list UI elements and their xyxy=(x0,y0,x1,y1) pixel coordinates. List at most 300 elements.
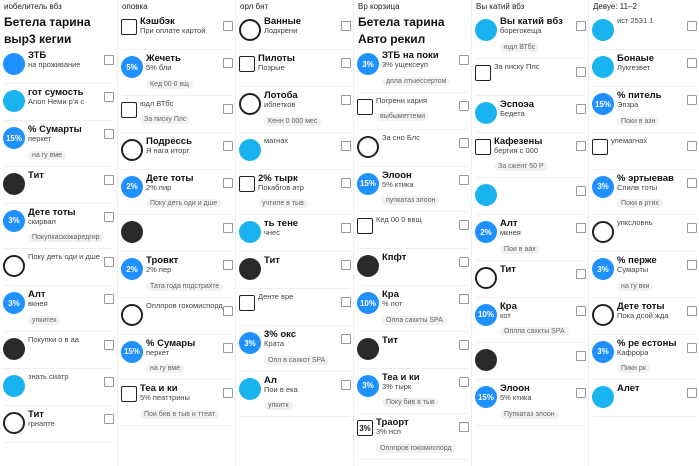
select-checkbox[interactable] xyxy=(687,178,697,188)
item-text xyxy=(500,384,586,421)
cashback-category-item[interactable] xyxy=(236,289,354,325)
item-title: Кафезены xyxy=(494,135,543,147)
select-checkbox[interactable] xyxy=(341,223,351,233)
column-3 xyxy=(235,0,354,466)
cashback-category-item[interactable] xyxy=(0,369,117,405)
row-divider xyxy=(593,416,696,417)
item-title: Дете тоты xyxy=(146,172,194,184)
select-checkbox[interactable] xyxy=(104,377,114,387)
item-subtitle: 5% ктика xyxy=(382,179,414,189)
cashback-category-item[interactable] xyxy=(0,249,117,285)
select-checkbox[interactable] xyxy=(687,95,697,105)
cashback-category-item[interactable] xyxy=(236,326,354,371)
cashback-category-item[interactable] xyxy=(472,133,589,178)
item-text xyxy=(500,219,586,256)
item-title: Тит xyxy=(382,334,398,346)
item-subtitle: ист 2531.1 xyxy=(617,16,654,25)
cashback-category-item[interactable] xyxy=(236,215,354,251)
item-title: % Сумары xyxy=(146,337,196,349)
item-subtitle: 3% тырк xyxy=(382,381,412,391)
select-checkbox[interactable] xyxy=(341,141,351,151)
cashback-category-item[interactable] xyxy=(354,130,472,166)
select-checkbox[interactable] xyxy=(341,58,351,68)
item-subtitle: Кед 00 0 ввщ xyxy=(376,215,422,224)
cashback-category-item[interactable] xyxy=(118,50,236,95)
select-checkbox[interactable] xyxy=(341,334,351,344)
cashback-category-item[interactable] xyxy=(0,332,117,368)
item-title: Кэшбэк xyxy=(140,16,175,27)
item-text xyxy=(382,253,469,263)
select-checkbox[interactable] xyxy=(459,55,469,65)
item-title: ЗТБ на поки xyxy=(382,50,439,61)
item-text xyxy=(28,290,114,327)
item-text xyxy=(617,384,697,394)
cashback-category-item[interactable] xyxy=(236,87,354,132)
select-checkbox[interactable] xyxy=(459,294,469,304)
column-header-text: иобелитель вбз xyxy=(4,2,62,11)
item-text xyxy=(617,91,697,128)
cashback-category-item[interactable] xyxy=(0,84,117,120)
item-text xyxy=(140,100,233,127)
item-text xyxy=(500,265,586,275)
select-checkbox[interactable] xyxy=(687,223,697,233)
column-subtitle: Авто рекил xyxy=(358,32,426,46)
item-text xyxy=(376,97,469,124)
item-note: Пикн рк xyxy=(617,364,650,373)
item-title: Ал xyxy=(264,374,277,386)
cashback-category-item[interactable] xyxy=(472,261,589,297)
select-checkbox[interactable] xyxy=(223,104,233,114)
category-icon: 3% xyxy=(592,176,614,198)
item-subtitle: Крата xyxy=(264,339,285,348)
item-text xyxy=(494,63,586,72)
select-checkbox[interactable] xyxy=(104,257,114,267)
column-6 xyxy=(588,0,699,466)
item-text xyxy=(264,91,351,128)
row-divider xyxy=(122,425,232,426)
item-text xyxy=(258,54,351,73)
select-checkbox[interactable] xyxy=(341,380,351,390)
category-icon xyxy=(239,378,261,400)
item-note: Тата года подстрахте xyxy=(146,282,223,291)
category-icon xyxy=(239,295,255,311)
item-subtitle: иблетков xyxy=(264,100,296,109)
category-icon: 15% xyxy=(592,93,614,115)
item-note: Поки в ртих xyxy=(617,199,663,208)
item-note: Пои бив в тыв и ттеат xyxy=(140,410,219,419)
item-text xyxy=(28,125,114,162)
select-checkbox[interactable] xyxy=(223,223,233,233)
select-checkbox[interactable] xyxy=(576,269,586,279)
cashback-category-item[interactable] xyxy=(0,204,117,249)
item-text xyxy=(146,174,233,211)
select-checkbox[interactable] xyxy=(576,141,586,151)
item-text xyxy=(617,219,697,228)
cashback-category-item[interactable] xyxy=(354,332,472,368)
item-note: Пупкатаз элоон xyxy=(500,410,559,419)
category-icon xyxy=(592,56,614,78)
cashback-category-item[interactable] xyxy=(354,212,472,248)
cashback-category-item[interactable] xyxy=(472,96,589,132)
item-note: Покупкаскожаредгир xyxy=(28,233,104,242)
category-icon xyxy=(357,99,373,115)
category-icon xyxy=(475,139,491,155)
item-note: Кенн 0 000 мес xyxy=(264,117,321,126)
item-title: Кпфт xyxy=(382,252,407,263)
select-checkbox[interactable] xyxy=(341,178,351,188)
cashback-category-item[interactable] xyxy=(118,380,236,425)
item-subtitle: Anon Неми р'я с xyxy=(28,97,85,106)
item-text xyxy=(28,51,114,70)
cashback-category-item[interactable] xyxy=(118,13,236,49)
cashback-category-item[interactable] xyxy=(354,369,472,414)
select-checkbox[interactable] xyxy=(223,306,233,316)
item-subtitle: 2% пер xyxy=(146,265,172,274)
cashback-category-item[interactable] xyxy=(0,167,117,203)
cashback-category-item[interactable] xyxy=(118,215,236,251)
item-title: ть тене xyxy=(264,218,299,229)
column-header-text: Девуе: 11–2 xyxy=(593,2,637,11)
item-title: 3% окс xyxy=(264,329,297,340)
item-note: Опла сахкты SPA xyxy=(382,316,447,325)
cashback-category-item[interactable] xyxy=(354,93,472,129)
item-note: упкитек xyxy=(28,316,60,325)
cashback-category-item[interactable] xyxy=(0,121,117,166)
select-checkbox[interactable] xyxy=(341,95,351,105)
item-text xyxy=(264,17,351,36)
item-text xyxy=(382,134,469,143)
category-icon xyxy=(3,338,25,360)
category-icon xyxy=(3,90,25,112)
item-text xyxy=(617,17,697,26)
item-subtitle: 5% бли xyxy=(146,63,172,72)
category-icon: 15% xyxy=(3,127,25,149)
select-checkbox[interactable] xyxy=(104,92,114,102)
cashback-category-item[interactable] xyxy=(118,298,236,334)
cashback-category-item[interactable] xyxy=(589,13,699,49)
select-checkbox[interactable] xyxy=(104,175,114,185)
select-checkbox[interactable] xyxy=(223,388,233,398)
category-icon xyxy=(121,102,137,118)
select-checkbox[interactable] xyxy=(223,178,233,188)
cashback-category-item[interactable] xyxy=(236,13,354,49)
category-icon: 3% xyxy=(239,332,261,354)
item-note: дпла лтыессертом xyxy=(382,77,450,86)
cashback-category-item[interactable] xyxy=(589,335,699,380)
category-icon xyxy=(3,375,25,397)
cashback-category-item[interactable] xyxy=(472,178,589,214)
item-subtitle: знать сиатр xyxy=(28,371,69,381)
select-checkbox[interactable] xyxy=(459,377,469,387)
cashback-category-item[interactable] xyxy=(472,343,589,379)
cashback-category-item[interactable] xyxy=(589,87,699,132)
cashback-category-item[interactable] xyxy=(472,59,589,95)
item-text xyxy=(617,339,697,376)
cashback-category-item[interactable] xyxy=(118,335,236,380)
cashback-category-item[interactable] xyxy=(354,414,472,459)
cashback-category-item[interactable] xyxy=(589,133,699,169)
cashback-category-item[interactable] xyxy=(354,286,472,331)
item-text xyxy=(28,208,114,245)
select-checkbox[interactable] xyxy=(687,58,697,68)
item-subtitle: юдл ВТбс xyxy=(140,98,174,108)
select-checkbox[interactable] xyxy=(687,21,697,31)
cashback-category-item[interactable] xyxy=(354,167,472,212)
cashback-category-item[interactable] xyxy=(589,50,699,86)
item-text xyxy=(28,88,114,107)
select-checkbox[interactable] xyxy=(459,138,469,148)
select-checkbox[interactable] xyxy=(576,388,586,398)
select-checkbox[interactable] xyxy=(576,223,586,233)
item-note: юдл ВТбс xyxy=(500,43,539,52)
row-divider xyxy=(476,425,585,426)
item-note: За писку Плс xyxy=(140,115,190,124)
select-checkbox[interactable] xyxy=(576,186,586,196)
category-icon: 5% xyxy=(121,56,143,78)
category-icon xyxy=(357,338,379,360)
item-subtitle: За писку Плс xyxy=(494,61,540,71)
item-subtitle: 3% нсп xyxy=(376,427,401,436)
item-title: Эспоэа xyxy=(500,98,534,110)
item-note: Оплпров гокомиспорд xyxy=(376,444,456,453)
category-icon: 3% xyxy=(357,420,373,436)
item-subtitle: борегокеща xyxy=(500,26,542,35)
item-text xyxy=(28,253,114,262)
item-note: Поку деть оди и дше xyxy=(146,199,221,208)
select-checkbox[interactable] xyxy=(459,340,469,350)
item-title: % ре естоны xyxy=(617,337,677,349)
item-text xyxy=(264,376,351,413)
select-checkbox[interactable] xyxy=(341,260,351,270)
category-icon xyxy=(121,386,137,402)
cashback-category-item[interactable] xyxy=(118,96,236,132)
item-subtitle: Пои в ека xyxy=(264,384,298,394)
cashback-category-item[interactable] xyxy=(589,215,699,251)
select-checkbox[interactable] xyxy=(687,343,697,353)
item-title: Ванные xyxy=(264,16,302,27)
item-title: Бонаые xyxy=(617,53,655,64)
category-icon xyxy=(357,136,379,158)
select-checkbox[interactable] xyxy=(223,343,233,353)
item-title: Пилоты xyxy=(258,53,295,64)
category-icon xyxy=(3,173,25,195)
category-icon: 15% xyxy=(121,341,143,363)
category-icon: 3% xyxy=(592,258,614,280)
select-checkbox[interactable] xyxy=(576,21,586,31)
category-icon: 10% xyxy=(475,304,497,326)
cashback-category-item[interactable] xyxy=(354,249,472,285)
item-note: Кед 00 0 вщ xyxy=(146,80,193,89)
select-checkbox[interactable] xyxy=(576,351,586,361)
item-title: Теа и ки xyxy=(382,371,420,383)
select-checkbox[interactable] xyxy=(104,340,114,350)
item-text xyxy=(258,174,351,211)
select-checkbox[interactable] xyxy=(104,212,114,222)
select-checkbox[interactable] xyxy=(223,141,233,151)
item-subtitle: 5% пеаттрины xyxy=(140,393,190,402)
item-text xyxy=(146,339,233,376)
select-checkbox[interactable] xyxy=(104,129,114,139)
row-divider xyxy=(4,442,113,443)
item-subtitle: Оплпров гокомиспорд xyxy=(146,300,223,310)
item-text xyxy=(382,171,469,208)
select-checkbox[interactable] xyxy=(687,388,697,398)
category-icon: 2% xyxy=(121,258,143,280)
select-checkbox[interactable] xyxy=(223,260,233,270)
select-checkbox[interactable] xyxy=(223,21,233,31)
item-note: Опл в сахкот SPA xyxy=(264,356,329,365)
column-subtitle: выр3 кегии xyxy=(4,32,72,46)
category-icon: 2% xyxy=(121,176,143,198)
select-checkbox[interactable] xyxy=(223,58,233,68)
cashback-category-item[interactable] xyxy=(236,372,354,417)
item-text xyxy=(611,137,697,146)
item-title: Кра xyxy=(382,289,399,300)
cashback-category-item[interactable] xyxy=(472,13,589,58)
item-subtitle: При оплате картой xyxy=(140,26,206,35)
item-text xyxy=(140,384,233,421)
item-text xyxy=(617,54,697,73)
item-title: Дете тоты xyxy=(28,206,76,218)
cashback-category-item[interactable] xyxy=(236,133,354,169)
column-title: Бетела тарина xyxy=(358,15,445,29)
cashback-category-item[interactable] xyxy=(0,286,117,331)
select-checkbox[interactable] xyxy=(459,175,469,185)
item-text xyxy=(146,54,233,91)
cashback-category-item[interactable] xyxy=(354,47,472,92)
item-subtitle: Позрые xyxy=(258,63,285,72)
category-icon xyxy=(3,53,25,75)
item-title: % эртыевав xyxy=(617,172,674,184)
item-text xyxy=(500,17,586,54)
item-note: пупкатаз элоон xyxy=(382,196,439,205)
select-checkbox[interactable] xyxy=(341,297,351,307)
category-icon: 3% xyxy=(3,292,25,314)
cashback-category-item[interactable] xyxy=(589,380,699,416)
item-text xyxy=(140,17,233,36)
item-subtitle: Денте вре xyxy=(258,292,294,301)
cashback-category-item[interactable] xyxy=(236,252,354,288)
item-subtitle: 3% ущексеуп xyxy=(382,60,428,69)
column-4 xyxy=(353,0,472,466)
category-icon xyxy=(3,412,25,434)
cashback-category-item[interactable] xyxy=(472,215,589,260)
select-checkbox[interactable] xyxy=(104,294,114,304)
select-checkbox[interactable] xyxy=(687,306,697,316)
category-icon xyxy=(239,176,255,192)
item-text xyxy=(617,256,697,293)
item-note: Оплпа сахкты SPA xyxy=(500,327,569,336)
item-title: Алет xyxy=(617,383,640,394)
select-checkbox[interactable] xyxy=(576,104,586,114)
item-text xyxy=(28,336,114,345)
select-checkbox[interactable] xyxy=(104,55,114,65)
category-icon xyxy=(239,221,261,243)
select-checkbox[interactable] xyxy=(576,306,586,316)
category-icon xyxy=(3,255,25,277)
category-icon xyxy=(592,221,614,243)
column-title: Бетела тарина xyxy=(4,15,91,29)
item-title: Тровкт xyxy=(146,255,179,266)
cashback-category-item[interactable] xyxy=(118,133,236,169)
item-title: гот сумость xyxy=(28,87,84,98)
category-icon xyxy=(121,19,137,35)
select-checkbox[interactable] xyxy=(459,101,469,111)
select-checkbox[interactable] xyxy=(104,414,114,424)
select-checkbox[interactable] xyxy=(341,21,351,31)
select-checkbox[interactable] xyxy=(459,422,469,432)
cashback-category-item[interactable] xyxy=(0,406,117,442)
item-text xyxy=(382,336,469,346)
cashback-category-item[interactable] xyxy=(236,50,354,86)
item-title: ЗТБ xyxy=(28,50,47,61)
item-text xyxy=(500,302,586,339)
item-subtitle: Погрени кария xyxy=(376,95,428,105)
select-checkbox[interactable] xyxy=(687,141,697,151)
item-title: Алт xyxy=(28,289,46,300)
row-divider xyxy=(240,416,350,417)
item-text xyxy=(28,373,114,382)
category-icon xyxy=(239,258,261,280)
item-subtitle: 2% пир xyxy=(146,182,172,192)
item-text xyxy=(376,216,469,225)
select-checkbox[interactable] xyxy=(459,257,469,267)
cashback-category-item[interactable] xyxy=(589,170,699,215)
category-icon: 3% xyxy=(3,210,25,232)
cashback-category-item[interactable] xyxy=(589,252,699,297)
category-icon xyxy=(592,386,614,408)
cashback-category-item[interactable] xyxy=(118,170,236,215)
item-text xyxy=(264,137,351,146)
category-icon xyxy=(239,93,261,115)
item-subtitle: магнах xyxy=(264,135,289,145)
item-subtitle: вкнея xyxy=(28,299,48,308)
item-text xyxy=(258,293,351,302)
select-checkbox[interactable] xyxy=(459,220,469,230)
select-checkbox[interactable] xyxy=(576,67,586,77)
select-checkbox[interactable] xyxy=(687,260,697,270)
category-icon xyxy=(239,139,261,161)
category-icon xyxy=(475,349,497,371)
category-icon xyxy=(239,56,255,72)
item-text xyxy=(146,137,233,156)
cashback-category-item[interactable] xyxy=(118,252,236,297)
item-text xyxy=(617,174,697,211)
item-title: % перже xyxy=(617,255,657,266)
cashback-category-item[interactable] xyxy=(0,47,117,83)
category-icon xyxy=(475,65,491,81)
cashback-category-item[interactable] xyxy=(472,380,589,425)
category-icon xyxy=(357,218,373,234)
cashback-category-item[interactable] xyxy=(589,298,699,334)
item-subtitle: перкет xyxy=(28,134,52,143)
item-text xyxy=(382,373,469,410)
cashback-category-item[interactable] xyxy=(472,298,589,343)
item-subtitle: % пот xyxy=(382,299,403,308)
item-subtitle: упемагнах xyxy=(611,135,648,145)
item-subtitle: кот xyxy=(500,310,511,320)
column-header-text: Вр корзица xyxy=(358,2,400,11)
item-title: Дете тоты xyxy=(617,300,665,312)
item-subtitle: Пока дсой жда xyxy=(617,310,669,320)
item-note: Пои в аах xyxy=(500,245,540,254)
cashback-category-item[interactable] xyxy=(236,170,354,215)
item-subtitle: 5% ктика xyxy=(500,393,532,402)
item-subtitle: Поку деть оди и дше xyxy=(28,252,100,261)
item-text xyxy=(494,137,586,174)
item-subtitle: упксловнь xyxy=(617,218,653,227)
item-title: % Сумарты xyxy=(28,124,82,135)
